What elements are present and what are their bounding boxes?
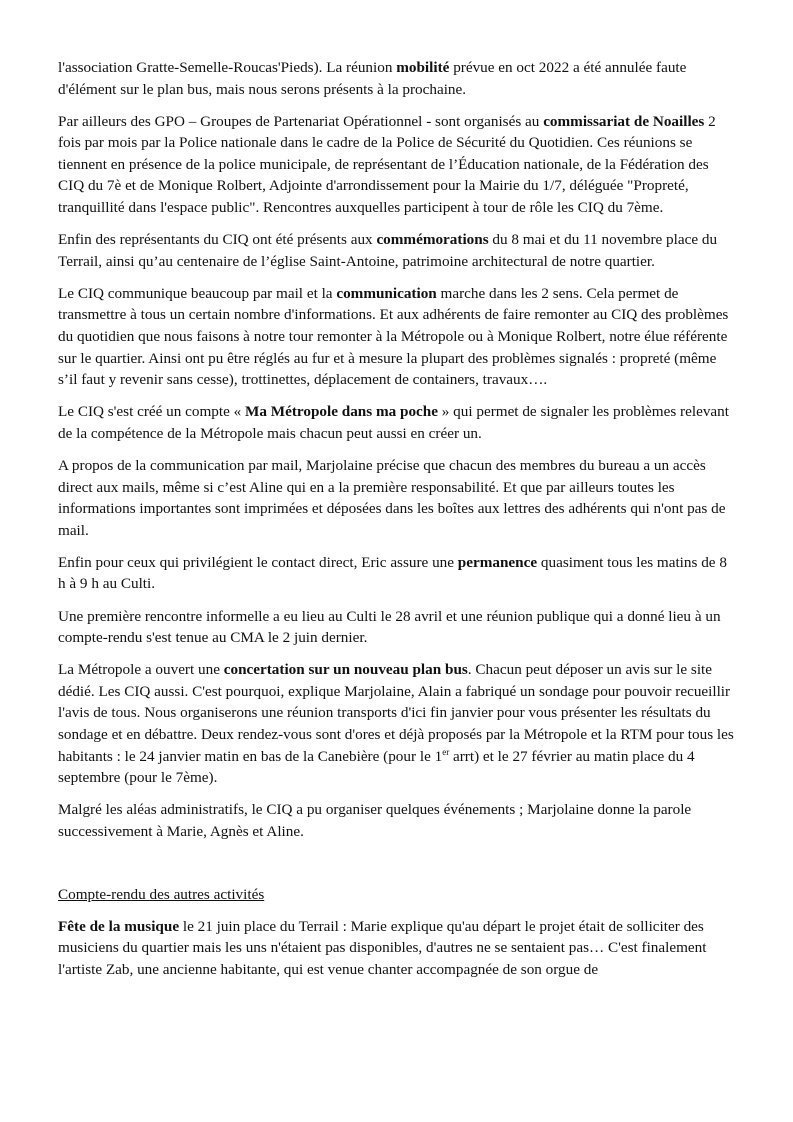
text-run: l'association Gratte-Semelle-Roucas'Pieds). La réunion xyxy=(58,59,397,76)
bold-text: Ma Métropole dans ma poche xyxy=(245,403,438,421)
section-heading: Compte-rendu des autres activités xyxy=(58,885,265,903)
bold-text: commissariat de Noailles xyxy=(543,112,705,130)
text-run: marche dans les 2 sens. Cela permet de transmettre à tous un certain nombre d'informations. Et aux adhérents de faire remonter au CIQ des problèmes du quotidien que nous faisons à notre tour remonter à la Métropole ou à Monique Rolbert, notre élue référente sur le quartier. Ainsi ont pu être réglés au fur et à mesure la plupart des problèmes signalés : propreté (même s’il faut y revenir sans cesse), trottinettes, déplacement de containers, travaux…. xyxy=(58,284,729,389)
paragraph xyxy=(58,401,737,444)
text-run: le 21 juin place du Terrail : Marie explique qu'au départ le projet était de solliciter des musiciens du quartier mais les uns n'étaient pas disponibles, d'autres ne se sentaient pas… C'est finalement l'artiste Zab, une ancienne habitante, qui est venue chanter accompagnée de son orgue de xyxy=(58,917,707,978)
bold-text: permanence xyxy=(457,553,538,571)
paragraph xyxy=(58,799,737,842)
paragraph xyxy=(58,659,737,789)
text-run: La Métropole a ouvert une xyxy=(58,661,224,679)
text-run: Enfin des représentants du CIQ ont été présents aux xyxy=(58,231,377,249)
text-run: Par ailleurs des GPO – Groupes de Partenariat Opérationnel - sont organisés au xyxy=(58,112,544,130)
text-run: . Chacun peut déposer un avis sur le site dédié. Les CIQ aussi. C'est pourquoi, explique Marjolaine, Alain a fabriqué un sondage pour pouvoir recueillir l'avis de tous. Nous organiserons une réunion transports d'ici fin janvier pour vous présenter les résultats du sondage et en débattre. Deux rendez-vous sont d'ores et déjà proposés par la Métropole et la RTM pour tous les habitants : le 24 janvier matin en bas de la Canebière (pour le 1 xyxy=(58,661,734,765)
text-run: Le CIQ communique beaucoup par mail et la xyxy=(58,284,337,302)
paragraph xyxy=(58,111,737,219)
text-run: » qui permet de signaler les problèmes relevant de la compétence de la Métropole mais chacun peut aussi en créer un. xyxy=(58,403,729,442)
text-run: 2 fois par mois par la Police nationale dans le cadre de la Police de Sécurité du Quotidien. Ces réunions se tiennent en présence de la police municipale, de représentant de l’Éducation nationale, de la Fédération des CIQ du 7è et de Monique Rolbert, Adjointe d'arrondissement pour la Mairie du 1/7, déléguée "Propreté, tranquillité dans l'espace public". Rencontres auxquelles participent à tour de rôle les CIQ du 7ème. xyxy=(58,112,716,217)
bold-text: concertation sur un nouveau plan bus xyxy=(223,661,468,679)
text-run: arrt) et le 27 février au matin place du 4 septembre (pour le 7ème). xyxy=(58,747,695,787)
text-run: prévue en oct 2022 a été annulée faute d'élément sur le plan bus, mais nous serons présents à la prochaine. xyxy=(58,59,687,98)
paragraph-list xyxy=(58,57,737,843)
text-run: du 8 mai et du 11 novembre place du Terrail, ainsi qu’au centenaire de l’église Saint-Antoine, patrimoine architectural de notre quartier. xyxy=(58,231,718,270)
bold-text: Fête de la musique xyxy=(58,917,180,935)
bold-text: mobilité xyxy=(396,59,450,76)
bold-text: communication xyxy=(336,284,437,302)
paragraph xyxy=(58,283,737,391)
superscript-text: er xyxy=(442,746,450,757)
paragraph xyxy=(58,606,737,649)
paragraph xyxy=(58,229,737,272)
text-run: Enfin pour ceux qui privilégient le contact direct, Eric assure une xyxy=(58,553,458,571)
text-run: A propos de la communication par mail, Marjolaine précise que chacun des membres du bureau a un accès direct aux mails, même si c’est Aline qui en a la première responsabilité. Et que par ailleurs toutes les informations importantes sont imprimées et déposées dans les boîtes aux lettres des adhérents qui n'ont pas de mail. xyxy=(58,457,726,539)
text-run: Une première rencontre informelle a eu lieu au Culti le 28 avril et une réunion publique qui a donné lieu à un compte-rendu s'est tenue au CMA le 2 juin dernier. xyxy=(58,607,721,647)
paragraph xyxy=(58,552,737,595)
text-run: Malgré les aléas administratifs, le CIQ a pu organiser quelques événements ; Marjolaine donne la parole successivement à Marie, Agnès et Aline. xyxy=(58,801,692,840)
text-run: quasiment tous les matins de 8 h à 9 h au Culti. xyxy=(58,553,727,593)
paragraph xyxy=(58,57,737,100)
paragraph xyxy=(58,455,737,541)
bold-text: commémorations xyxy=(376,231,489,249)
text-run: Le CIQ s'est créé un compte « xyxy=(58,403,246,421)
last-paragraph xyxy=(58,916,737,981)
